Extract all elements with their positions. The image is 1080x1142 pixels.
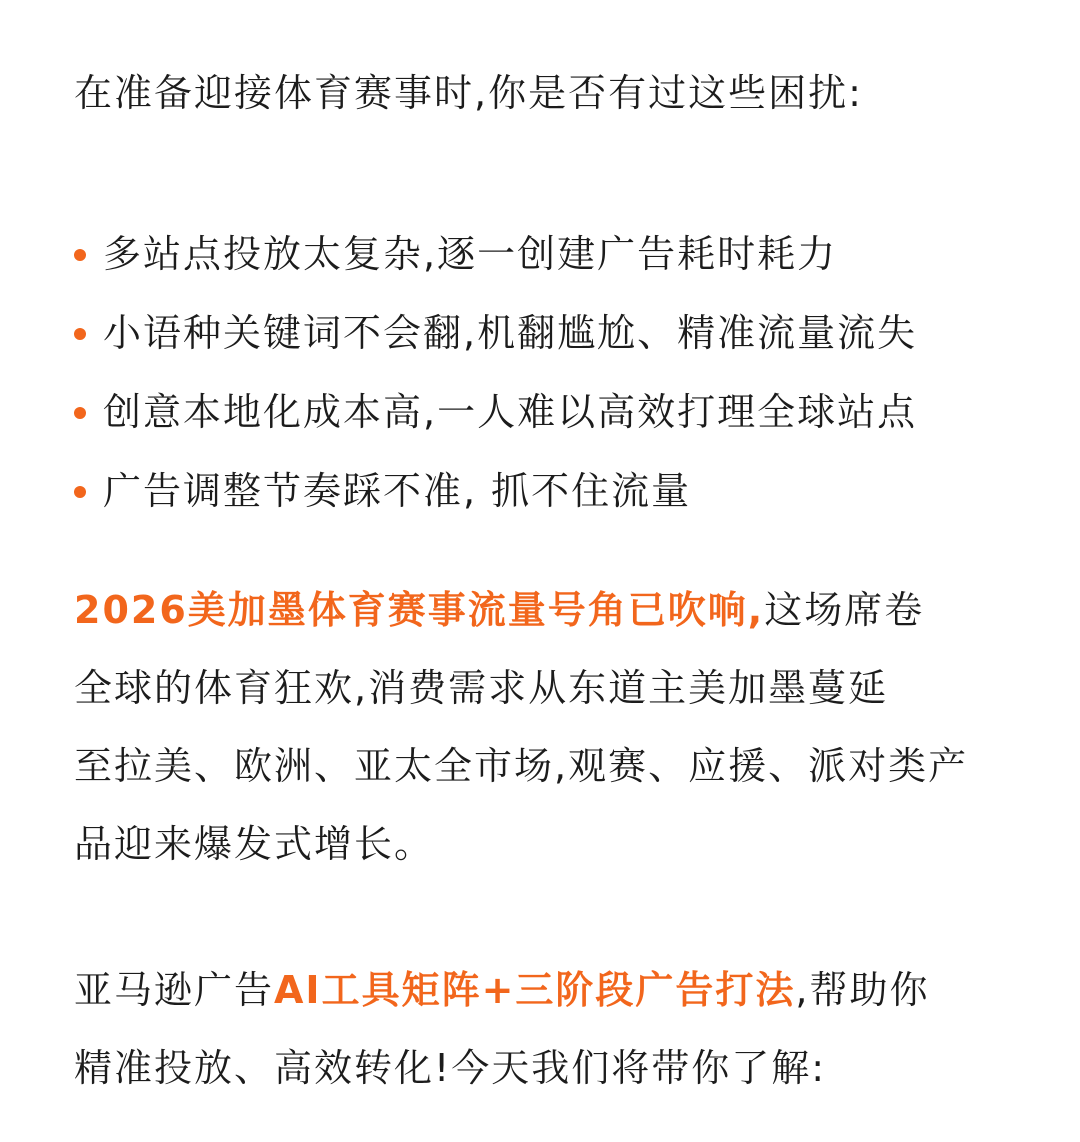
list-item-text: 多站点投放太复杂,逐一创建广告耗时耗力 — [103, 232, 838, 276]
solution-paragraph-line: 精准投放、高效转化!今天我们将带你了解: — [74, 1046, 827, 1090]
bullet-dot-icon — [74, 328, 86, 340]
bullet-dot-icon — [74, 486, 86, 498]
solution-paragraph — [74, 951, 1024, 1107]
list-item-text: 小语种关键词不会翻,机翻尴尬、精准流量流失 — [103, 311, 918, 355]
event-highlight: 2026美加墨体育赛事流量号角已吹响, — [74, 588, 765, 632]
event-paragraph-line: 至拉美、欧洲、亚太全市场,观赛、应援、派对类产 — [74, 744, 969, 788]
bullet-dot-icon — [74, 407, 86, 419]
solution-paragraph-line — [74, 951, 1024, 1029]
event-paragraph-line — [74, 571, 1024, 649]
event-paragraph-line: 品迎来爆发式增长。 — [74, 822, 435, 866]
list-item — [74, 294, 917, 373]
list-item-text: 广告调整节奏踩不准, 抓不住流量 — [103, 469, 692, 513]
list-item-text: 创意本地化成本高,一人难以高效打理全球站点 — [103, 390, 918, 434]
list-item — [74, 373, 917, 452]
list-item — [74, 452, 917, 531]
list-item — [74, 215, 917, 294]
event-line1-rest: 这场席卷 — [764, 588, 925, 632]
intro-text: 在准备迎接体育赛事时,你是否有过这些困扰: — [74, 71, 863, 115]
solution-prefix: 亚马逊广告 — [74, 968, 275, 1012]
solution-highlight: AI工具矩阵+三阶段广告打法 — [274, 968, 796, 1012]
solution-line1-rest: ,帮助你 — [795, 968, 930, 1012]
event-paragraph-line: 全球的体育狂欢,消费需求从东道主美加墨蔓延 — [74, 666, 889, 710]
pain-points-list — [74, 215, 917, 531]
event-paragraph — [74, 571, 1024, 883]
intro-paragraph — [74, 54, 1024, 132]
bullet-dot-icon — [74, 249, 86, 261]
